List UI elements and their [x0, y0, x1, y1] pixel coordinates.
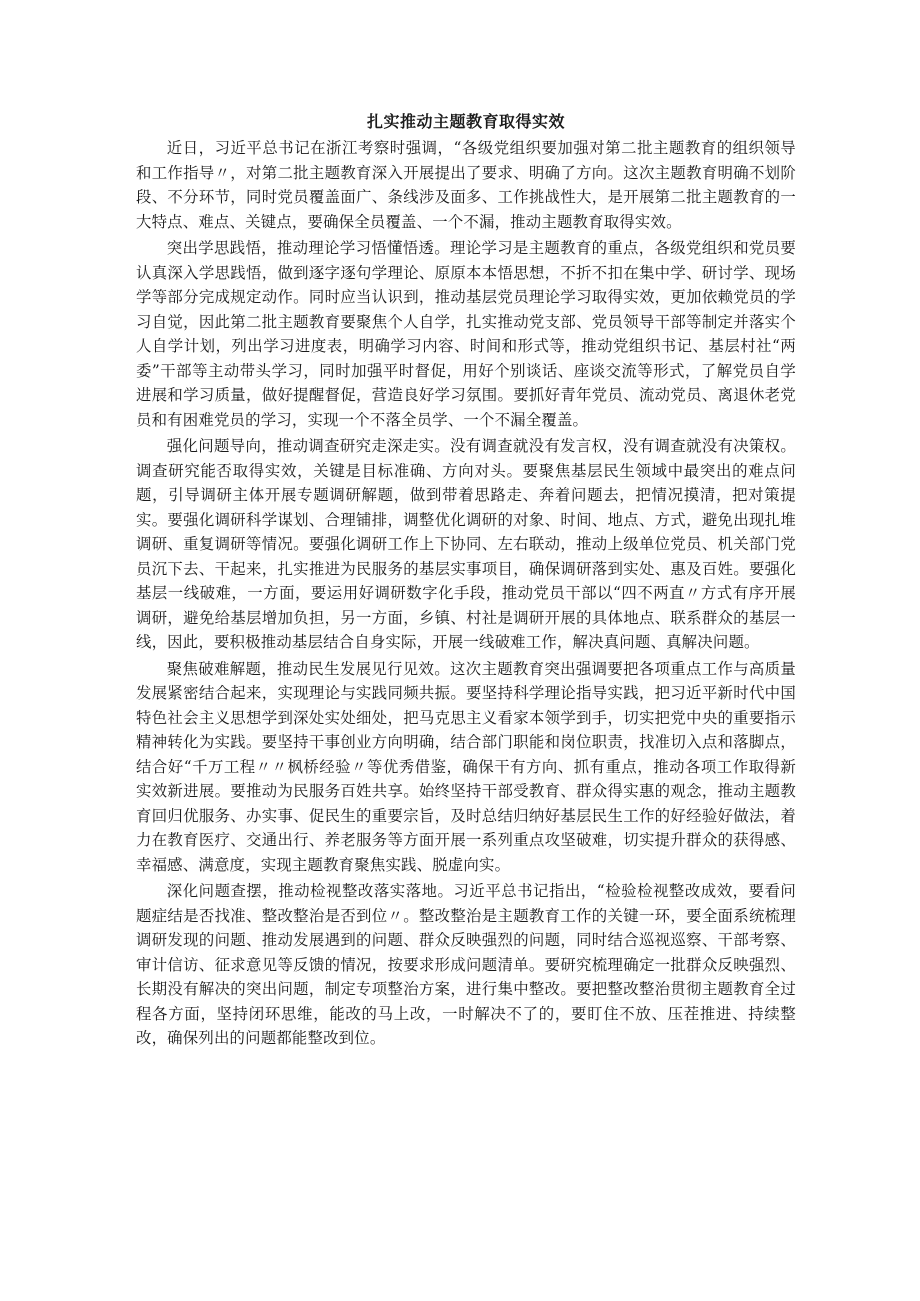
paragraph-intro: 近日，习近平总书记在浙江考察时强调，“各级党组织要加强对第二批主题教育的组织领导和工作指导〃，对第二批主题教育深入开展提出了要求、明确了方向。这次主题教育明确不划阶段、不分环节，同时党员覆盖面广、条线涉及面多、工作挑战性大，是开展第二批主题教育的一大特点、难点、关键点，要确保全员覆盖、一个不漏，推动主题教育取得实效。 [136, 139, 796, 231]
paragraph-livelihood: 聚焦破难解题，推动民生发展见行见效。这次主题教育突出强调要把各项重点工作与高质量发展紧密结合起来，实现理论与实践同频共振。要坚持科学理论指导实践，把习近平新时代中国特色社会主义思想学到深处实处细处，把马克思主义看家本领学到手，切实把党中央的重要指示精神转化为实践。要坚持干事创业方向明确，结合部门职能和岗位职责，找准切入点和落脚点，结合好“千万工程〃〃枫桥经验〃等优秀借鉴，确保干有方向、抓有重点，推动各项工作取得新实效新进展。要推动为民服务百姓共享。始终坚持干部受教育、群众得实惠的观念，推动主题教育回归优服务、办实事、促民生的重要宗旨，及时总结归纳好基层民生工作的好经验好做法，着力在教育医疗、交通出行、养老服务等方面开展一系列重点攻坚破难，切实提升群众的获得感、幸福感、满意度，实现主题教育聚焦实践、脱虚向实。 [136, 659, 796, 874]
document-page [136, 110, 796, 1053]
paragraph-theory-study: 突出学思践悟，推动理论学习悟懂悟透。理论学习是主题教育的重点，各级党组织和党员要认真深入学思践悟，做到逐字逐句学理论、原原本本悟思想，不折不扣在集中学、研讨学、现场学等部分完成规定动作。同时应当认识到，推动基层党员理论学习取得实效，更加依赖党员的学习自觉，因此第二批主题教育要聚焦个人自学，扎实推动党支部、党员领导干部等制定并落实个人自学计划，列出学习进度表，明确学习内容、时间和形式等，推动党组织书记、基层村社“两委”干部等主动带头学习，同时加强平时督促，用好个别谈话、座谈交流等形式，了解党员自学进展和学习质量，做好提醒督促，营造良好学习氛围。要抓好青年党员、流动党员、离退休老党员和有困难党员的学习，实现一个不落全员学、一个不漏全覆盖。 [136, 239, 796, 429]
document-title: 扎实推动主题教育取得实效 [366, 112, 565, 131]
paragraph-rectification: 深化问题查摆，推动检视整改落实落地。习近平总书记指出，“检验检视整改成效，要看问题症结是否找准、整改整治是否到位〃。整改整治是主题教育工作的关键一环，要全面系统梳理调研发现的问题、推动发展遇到的问题、群众反映强烈的问题，同时结合巡视巡察、干部考察、审计信访、征求意见等反馈的情况，按要求形成问题清单。要研究梳理确定一批群众反映强烈、长期没有解决的突出问题，制定专项整治方案，进行集中整改。要把整改整治贯彻主题教育全过程各方面，坚持闭环思维，能改的马上改，一时解决不了的，要盯住不放、压茬推进、持续整改，确保列出的问题都能整改到位。 [136, 882, 796, 1047]
paragraph-research: 强化问题导向，推动调查研究走深走实。没有调查就没有发言权，没有调查就没有决策权。调查研究能否取得实效，关键是目标准确、方向对头。要聚焦基层民生领域中最突出的难点问题，引导调研主体开展专题调研解题，做到带着思路走、奔着问题去，把情况摸清，把对策提实。要强化调研科学谋划、合理铺排，调整优化调研的对象、时间、地点、方式，避免出现扎堆调研、重复调研等情况。要强化调研工作上下协同、左右联动，推动上级单位党员、机关部门党员沉下去、干起来，扎实推进为民服务的基层实事项目，确保调研落到实处、惠及百姓。要强化基层一线破难，一方面，要运用好调研数字化手段，推动党员干部以“四不两直〃方式有序开展调研，避免给基层增加负担，另一方面，乡镇、村社是调研开展的具体地点、联系群众的基层一线，因此，要积极推动基层结合自身实际，开展一线破难工作，解决真问题、真解决问题。 [136, 437, 796, 651]
